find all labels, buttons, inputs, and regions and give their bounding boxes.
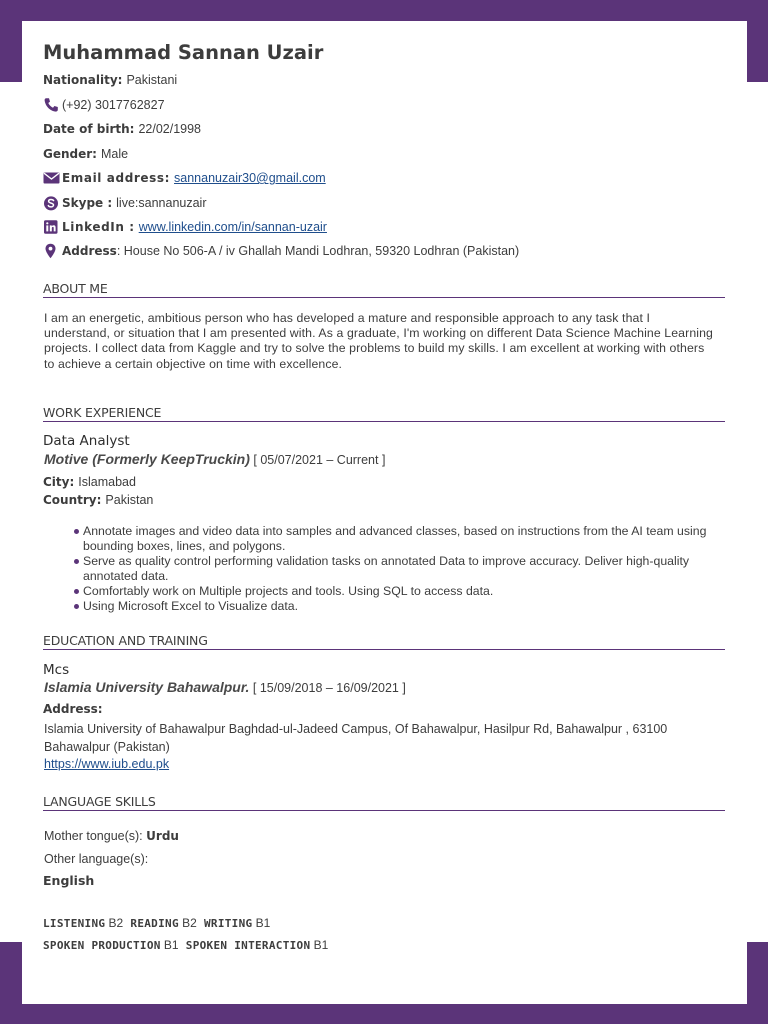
language-section-title: LANGUAGE SKILLS [43, 794, 725, 811]
university-website-link[interactable] [44, 757, 169, 771]
reading-label: READING [130, 917, 179, 930]
listening-label: LISTENING [43, 917, 106, 930]
linkedin-link[interactable]: www.linkedin.com/in/sannan-uzair [138, 220, 327, 234]
address-row [43, 241, 519, 261]
about-text: I am an energetic, ambitious person who has developed a mature and responsible approach to any task that I understand, or situation that I am presented with. As a graduate, I'm working on different Data Science Machine Learning projects. I collect data from Kaggle and try to solve the problems to build my skills. I am excellent at working with others to achieve a certain objective on time with excellence. [44, 311, 713, 371]
resume-page [22, 21, 747, 1004]
education-dates: [ 15/09/2018 – 16/09/2021 ] [252, 681, 406, 695]
about-section-title: ABOUT ME [43, 281, 725, 298]
spoken-skills-row [43, 938, 332, 952]
phone-row [43, 95, 165, 115]
linkedin-icon [43, 219, 60, 235]
other-language-name-row [43, 873, 98, 888]
work-duties-list [83, 524, 723, 614]
phone-value: (+92) 3017762827 [62, 98, 165, 112]
skype-value: live:sannanuzair [116, 196, 207, 210]
location-pin-icon [43, 243, 60, 259]
institution-name: Islamia University Bahawalpur. [44, 679, 250, 695]
nationality-row [43, 70, 177, 90]
city-row [43, 475, 136, 489]
spoken-interaction-label: SPOKEN INTERACTION [185, 939, 311, 952]
linkedin-label: LinkedIn : [62, 220, 135, 234]
job-title: Data Analyst [43, 433, 130, 449]
reading-level: B2 [182, 916, 197, 930]
gender-label: Gender: [43, 147, 97, 161]
edu-address-text: Islamia University of Bahawalpur Baghdad-ul-Jadeed Campus, Of Bahawalpur, Hasilpur Rd, Bahawalpur , 63100 Bahawalpur (Pakistan) [44, 722, 668, 754]
website-link-text[interactable]: https://www.iub.edu.pk [44, 757, 170, 771]
email-row [43, 168, 326, 188]
degree-title: Mcs [43, 662, 70, 678]
spoken-production-label: SPOKEN PRODUCTION [43, 939, 161, 952]
spoken-interaction-level: B1 [313, 938, 329, 952]
edu-address-label-row [43, 702, 107, 716]
edu-address-label: Address: [43, 702, 103, 716]
dob-row [43, 119, 201, 139]
linkedin-row [43, 217, 327, 237]
country-label: Country: [43, 493, 102, 507]
mother-tongue-row [44, 829, 183, 843]
receptive-skills-row [43, 916, 274, 930]
country-value: Pakistan [105, 493, 154, 507]
list-item: Annotate images and video data into samples and advanced classes, based on instructions from the AI team using bounding boxes, lines, and polygons. [83, 524, 723, 554]
work-section-title: WORK EXPERIENCE [43, 405, 725, 422]
dob-label: Date of birth: [43, 122, 135, 136]
city-value: Islamabad [78, 475, 136, 489]
nationality-value: Pakistani [126, 73, 178, 87]
mother-tongue-label: Mother tongue(s): [44, 829, 143, 843]
spoken-production-level: B1 [163, 938, 179, 952]
address-value: : House No 506-A / iv Ghallah Mandi Lodhran, 59320 Lodhran (Pakistan) [116, 244, 520, 258]
skype-label: Skype : [62, 196, 113, 210]
address-label: Address [62, 244, 117, 258]
candidate-name: Muhammad Sannan Uzair [43, 41, 324, 64]
education-section-title: EDUCATION AND TRAINING [43, 633, 725, 650]
mother-tongue-value: Urdu [146, 829, 179, 843]
gender-value: Male [100, 147, 129, 161]
city-label: City: [43, 475, 75, 489]
email-label: Email address: [62, 171, 171, 185]
envelope-icon [43, 170, 60, 186]
phone-icon [43, 97, 60, 113]
list-item: Serve as quality control performing validation tasks on annotated Data to improve accuracy. Deliver high-quality annotated data. [83, 554, 723, 584]
list-item: Using Microsoft Excel to Visualize data. [83, 599, 723, 614]
employer-name: Motive (Formerly KeepTruckin) [44, 451, 250, 467]
country-row [43, 493, 153, 507]
writing-level: B1 [255, 916, 271, 930]
nationality-label: Nationality: [43, 73, 123, 87]
gender-row [43, 144, 128, 164]
email-link[interactable]: sannanuzair30@gmail.com [174, 171, 326, 185]
employer-line [44, 451, 385, 467]
list-item: Comfortably work on Multiple projects and tools. Using SQL to access data. [83, 584, 723, 599]
skype-row [43, 193, 207, 213]
skype-icon [43, 195, 60, 211]
listening-level: B2 [108, 916, 124, 930]
other-language-name: English [43, 873, 95, 888]
other-language-label: Other language(s): [44, 852, 149, 866]
dob-value: 22/02/1998 [138, 122, 202, 136]
institution-line [44, 679, 406, 695]
writing-label: WRITING [203, 917, 253, 930]
employment-dates: [ 05/07/2021 – Current ] [253, 453, 386, 467]
